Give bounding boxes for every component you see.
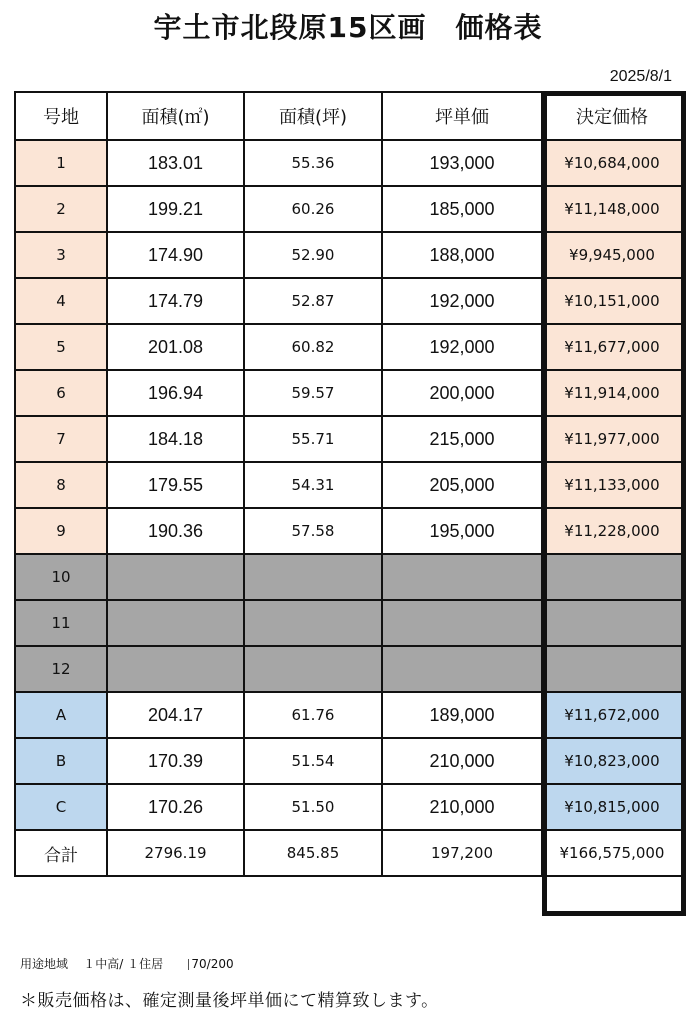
- total-final-price: ¥166,575,000: [542, 830, 682, 876]
- final-price-cell: ¥9,945,000: [542, 232, 682, 278]
- area-sqm-cell: 190.36: [107, 508, 244, 554]
- average-unit-price: 197,200: [382, 830, 542, 876]
- zoning-info: [20, 955, 234, 972]
- area-tsubo-cell: 54.31: [244, 462, 382, 508]
- table-row: [15, 692, 682, 738]
- total-area-sqm: 2796.19: [107, 830, 244, 876]
- divider: [188, 959, 189, 970]
- area-tsubo-cell: 61.76: [244, 692, 382, 738]
- empty-cell: [244, 554, 382, 600]
- area-sqm-cell: 199.21: [107, 186, 244, 232]
- unit-price-cell: 205,000: [382, 462, 542, 508]
- unit-price-cell: 192,000: [382, 278, 542, 324]
- area-tsubo-cell: 60.82: [244, 324, 382, 370]
- area-sqm-cell: 174.90: [107, 232, 244, 278]
- table-row-unavailable: [15, 600, 682, 646]
- area-sqm-cell: 201.08: [107, 324, 244, 370]
- zoning-zone: １中高/ １住居: [83, 957, 164, 971]
- final-price-cell: ¥11,977,000: [542, 416, 682, 462]
- lot-cell: 5: [15, 324, 107, 370]
- final-price-cell: ¥11,914,000: [542, 370, 682, 416]
- empty-cell: [542, 554, 682, 600]
- area-sqm-cell: 196.94: [107, 370, 244, 416]
- lot-cell: A: [15, 692, 107, 738]
- table-row: [15, 140, 682, 186]
- price-table: [14, 91, 683, 877]
- lot-cell: 2: [15, 186, 107, 232]
- area-sqm-cell: 174.79: [107, 278, 244, 324]
- unit-price-cell: 195,000: [382, 508, 542, 554]
- final-price-cell: ¥11,228,000: [542, 508, 682, 554]
- table-row: [15, 784, 682, 830]
- area-tsubo-cell: 52.87: [244, 278, 382, 324]
- empty-cell: [244, 600, 382, 646]
- lot-cell: 1: [15, 140, 107, 186]
- unit-price-cell: 192,000: [382, 324, 542, 370]
- empty-cell: [382, 646, 542, 692]
- final-price-cell: ¥11,133,000: [542, 462, 682, 508]
- header-row: [15, 92, 682, 140]
- total-row: [15, 830, 682, 876]
- area-sqm-cell: 184.18: [107, 416, 244, 462]
- area-tsubo-cell: 52.90: [244, 232, 382, 278]
- lot-cell: 10: [15, 554, 107, 600]
- empty-cell: [107, 600, 244, 646]
- table-row: [15, 232, 682, 278]
- area-tsubo-cell: 51.54: [244, 738, 382, 784]
- total-label: 合計: [15, 830, 107, 876]
- unit-price-cell: 185,000: [382, 186, 542, 232]
- zoning-label: 用途地域: [20, 957, 69, 971]
- final-price-cell: ¥10,823,000: [542, 738, 682, 784]
- final-price-cell: ¥10,151,000: [542, 278, 682, 324]
- area-tsubo-cell: 55.71: [244, 416, 382, 462]
- area-tsubo-cell: 59.57: [244, 370, 382, 416]
- zoning-ratio: 70/200: [191, 957, 234, 971]
- area-sqm-cell: 204.17: [107, 692, 244, 738]
- lot-cell: 7: [15, 416, 107, 462]
- table-row: [15, 186, 682, 232]
- lot-cell: B: [15, 738, 107, 784]
- header-lot: 号地: [15, 92, 107, 140]
- unit-price-cell: 189,000: [382, 692, 542, 738]
- unit-price-cell: 188,000: [382, 232, 542, 278]
- empty-cell: [542, 646, 682, 692]
- lot-cell: 8: [15, 462, 107, 508]
- empty-cell: [244, 646, 382, 692]
- table-row: [15, 738, 682, 784]
- area-sqm-cell: 170.39: [107, 738, 244, 784]
- lot-cell: 3: [15, 232, 107, 278]
- final-price-cell: ¥10,815,000: [542, 784, 682, 830]
- final-price-cell: ¥11,148,000: [542, 186, 682, 232]
- unit-price-cell: 210,000: [382, 784, 542, 830]
- table-row: [15, 370, 682, 416]
- lot-cell: 9: [15, 508, 107, 554]
- lot-cell: 12: [15, 646, 107, 692]
- page-title: 宇土市北段原15区画 価格表: [153, 11, 543, 44]
- lot-cell: 4: [15, 278, 107, 324]
- area-sqm-cell: 183.01: [107, 140, 244, 186]
- unit-price-cell: 193,000: [382, 140, 542, 186]
- lot-cell: 6: [15, 370, 107, 416]
- total-area-tsubo: 845.85: [244, 830, 382, 876]
- document-date: 2025/8/1: [609, 68, 672, 85]
- table-row: [15, 416, 682, 462]
- unit-price-cell: 210,000: [382, 738, 542, 784]
- table-row: [15, 324, 682, 370]
- area-sqm-cell: 179.55: [107, 462, 244, 508]
- area-tsubo-cell: 57.58: [244, 508, 382, 554]
- table-row-unavailable: [15, 646, 682, 692]
- header-unit-price: 坪単価: [382, 92, 542, 140]
- table-row-unavailable: [15, 554, 682, 600]
- unit-price-cell: 215,000: [382, 416, 542, 462]
- area-tsubo-cell: 60.26: [244, 186, 382, 232]
- sales-note: ＊販売価格は、確定測量後坪単価にて精算致します。: [20, 991, 439, 1011]
- lot-cell: 11: [15, 600, 107, 646]
- area-sqm-cell: 170.26: [107, 784, 244, 830]
- header-area-sqm: 面積(㎡): [107, 92, 244, 140]
- table-row: [15, 462, 682, 508]
- final-price-cell: ¥11,672,000: [542, 692, 682, 738]
- area-tsubo-cell: 51.50: [244, 784, 382, 830]
- empty-cell: [382, 600, 542, 646]
- final-price-cell: ¥10,684,000: [542, 140, 682, 186]
- lot-cell: C: [15, 784, 107, 830]
- final-price-cell: ¥11,677,000: [542, 324, 682, 370]
- unit-price-cell: 200,000: [382, 370, 542, 416]
- table-row: [15, 508, 682, 554]
- empty-cell: [107, 554, 244, 600]
- header-final-price: 決定価格: [542, 92, 682, 140]
- empty-cell: [542, 600, 682, 646]
- empty-cell: [382, 554, 542, 600]
- table-row: [15, 278, 682, 324]
- header-area-tsubo: 面積(坪): [244, 92, 382, 140]
- empty-cell: [107, 646, 244, 692]
- area-tsubo-cell: 55.36: [244, 140, 382, 186]
